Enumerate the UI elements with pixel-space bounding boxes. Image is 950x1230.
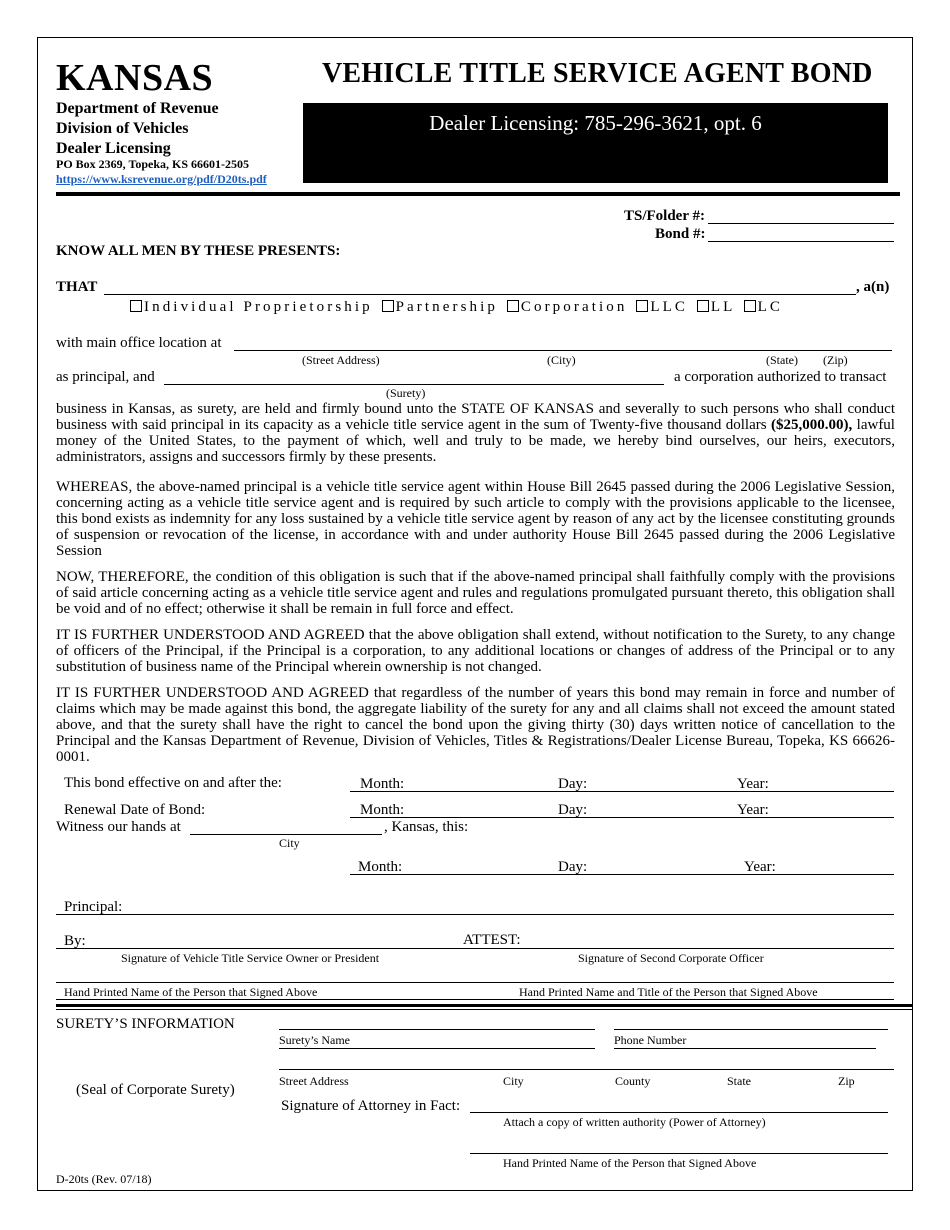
- mailing-address: PO Box 2369, Topeka, KS 66601-2505: [56, 157, 250, 171]
- surety-state-caption: State: [727, 1074, 751, 1088]
- witness-date-field[interactable]: [350, 874, 894, 875]
- witness-day-label: Day:: [558, 859, 588, 875]
- paragraph-now-therefore: NOW, THEREFORE, the condition of this obligation is such that if the above-named principal shall faithfully comply with the provisions of said article concerning acting as a vehicle title service agent and rules and regulations promulgated pursuant thereto, this obligation shall be void and of no effect; otherwise it shall be remain in full force and effect.: [56, 569, 895, 617]
- surety-name-field[interactable]: [164, 384, 664, 385]
- entity-corporation-label: Corporation: [520, 299, 628, 315]
- witness-label: Witness our hands at: [56, 819, 181, 835]
- attach-authority-caption: Attach a copy of written authority (Power of Attorney): [503, 1115, 766, 1129]
- checkbox-individual[interactable]: [130, 300, 142, 312]
- section-rule-thick: [56, 1004, 912, 1007]
- renewal-date-label: Renewal Date of Bond:: [64, 802, 206, 818]
- surety-name-caption: Surety’s Name: [279, 1033, 595, 1049]
- main-office-label: with main office location at: [56, 335, 222, 351]
- by-label: By:: [64, 933, 86, 949]
- renewal-year-label: Year:: [737, 802, 769, 818]
- form-url-link[interactable]: https://www.ksrevenue.org/pdf/D20ts.pdf: [56, 172, 267, 186]
- checkbox-ll[interactable]: [697, 300, 709, 312]
- phone-number-input[interactable]: [614, 1029, 888, 1030]
- surety-address-field[interactable]: [279, 1069, 894, 1070]
- sig-second-caption: Signature of Second Corporate Officer: [578, 951, 764, 965]
- unit-name: Dealer Licensing: [56, 140, 171, 157]
- renewal-month-label: Month:: [360, 802, 405, 818]
- form-title: VEHICLE TITLE SERVICE AGENT BOND: [322, 58, 873, 89]
- witness-month-label: Month:: [358, 859, 403, 875]
- surety-street-caption: Street Address: [279, 1074, 349, 1088]
- effective-year-label: Year:: [737, 776, 769, 792]
- entity-individual-label: Individual Proprietorship: [144, 299, 373, 315]
- effective-date-label: This bond effective on and after the:: [64, 775, 282, 791]
- that-label: THAT: [56, 279, 98, 295]
- folder-number-field[interactable]: [708, 223, 894, 224]
- checkbox-corporation[interactable]: [507, 300, 519, 312]
- bond-number-field[interactable]: [708, 241, 894, 242]
- renewal-day-label: Day:: [558, 802, 588, 818]
- entity-ll-label: LL: [710, 299, 735, 315]
- bond-text-b: lawful money of the United States, to the payment of which, well and truly to be made, we hereby bind ourselves, our heirs, executors, administrators, assigns and successors firmly by these presents.: [56, 417, 895, 465]
- attorney-signature-field[interactable]: [470, 1112, 888, 1113]
- phone-number-caption: Phone Number: [614, 1033, 876, 1049]
- form-id: D-20ts (Rev. 07/18): [56, 1172, 152, 1186]
- entity-llc-label: LLC: [650, 299, 688, 315]
- zip-caption: (Zip): [823, 353, 848, 367]
- entity-partnership-label: Partnership: [395, 299, 499, 315]
- printed-name-title-caption: Hand Printed Name and Title of the Person that Signed Above: [519, 985, 818, 999]
- printed-name-caption: Hand Printed Name of the Person that Signed Above: [64, 985, 318, 999]
- witness-city-caption: City: [279, 836, 300, 850]
- section-rule-thin: [56, 1009, 912, 1010]
- surety-heading: SURETY’S INFORMATION: [56, 1016, 235, 1032]
- corp-authorized-label: a corporation authorized to transact: [674, 369, 887, 385]
- paragraph-bond-amount: [56, 401, 895, 465]
- department-name: Department of Revenue: [56, 100, 219, 117]
- effective-month-label: Month:: [360, 776, 405, 792]
- attorney-label: Signature of Attorney in Fact:: [281, 1098, 461, 1114]
- principal-name-field[interactable]: [104, 294, 856, 295]
- principal-label: Principal:: [64, 899, 123, 915]
- witness-city-field[interactable]: [190, 834, 382, 835]
- printed-name-line[interactable]: [56, 982, 894, 983]
- paragraph-further-2: IT IS FURTHER UNDERSTOOD AND AGREED that regardless of the number of years this bond may remain in force and number of claims which may be made against this bond, the aggregate liability of the surety for any and all claims shall not exceed the amount stated above, and that the surety shall have the right to cancel the bond upon the giving thirty (30) days written notice of cancellation to the Principal and the Kansas Department of Revenue, Division of Vehicles, Titles & Registrations/Dealer License Bureau, Topeka, KS 66626-0001.: [56, 685, 895, 765]
- surety-name-input[interactable]: [279, 1029, 595, 1030]
- phone-banner: Dealer Licensing: 785-296-3621, opt. 6: [303, 103, 888, 183]
- surety-city-caption: City: [503, 1074, 524, 1088]
- bond-text-a: business in Kansas, as surety, are held and firmly bound unto the STATE OF KANSAS and severally to such persons who shall conduct business with said principal in its capacity as a vehicle title service agent in the sum of Twenty-five thousand dollars: [56, 401, 895, 433]
- principal-field[interactable]: [56, 914, 894, 915]
- paragraph-whereas: WHEREAS, the above-named principal is a vehicle title service agent within House Bill 2645 passed during the 2006 Legislative Session, concerning acting as a vehicle title service agent and is required by such article to comply with the provisions applicable to the licensee, this bond exists as indemnity for any loss sustained by a vehicle title service agent by reason of any act by the licensee constituting grounds of suspension or revocation of the license, in accordance with and under authority House Bill 2645 passed during the 2006 Legislative Session: [56, 479, 895, 559]
- bond-label: Bond #:: [655, 226, 706, 242]
- division-name: Division of Vehicles: [56, 120, 189, 137]
- entity-lc-label: LC: [757, 299, 784, 315]
- header-rule: [56, 192, 900, 196]
- checkbox-llc[interactable]: [636, 300, 648, 312]
- renewal-date-field[interactable]: [350, 817, 894, 818]
- witness-year-label: Year:: [744, 859, 776, 875]
- checkbox-partnership[interactable]: [382, 300, 394, 312]
- know-all-heading: KNOW ALL MEN BY THESE PRESENTS:: [56, 243, 341, 259]
- paragraph-further-1: IT IS FURTHER UNDERSTOOD AND AGREED that the above obligation shall extend, without notification to the Surety, to any change of officers of the Principal, if the Principal is a corporation, to any additional locations or changes of address of the Principal or to any substitution of business name of the Principal wherein ownership is not changed.: [56, 627, 895, 675]
- effective-day-label: Day:: [558, 776, 588, 792]
- sig-owner-caption: Signature of Vehicle Title Service Owner or President: [121, 951, 380, 965]
- printed-name-underline: [56, 999, 894, 1000]
- kansas-this-label: , Kansas, this:: [384, 819, 469, 835]
- effective-date-field[interactable]: [350, 791, 894, 792]
- main-office-field[interactable]: [234, 350, 892, 351]
- attorney-printed-name-caption: Hand Printed Name of the Person that Signed Above: [503, 1156, 757, 1170]
- surety-seal-label: (Seal of Corporate Surety): [76, 1082, 235, 1098]
- signature-line[interactable]: [56, 948, 894, 949]
- checkbox-lc[interactable]: [744, 300, 756, 312]
- entity-type-options: [128, 299, 783, 316]
- surety-caption: (Surety): [386, 386, 426, 400]
- a-n-label: , a(n): [856, 279, 890, 295]
- state-caption: (State): [766, 353, 798, 367]
- attest-label: ATTEST:: [463, 932, 521, 948]
- as-principal-label: as principal, and: [56, 369, 155, 385]
- surety-zip-caption: Zip: [838, 1074, 855, 1088]
- state-name: KANSAS: [56, 57, 214, 99]
- street-caption: (Street Address): [302, 353, 380, 367]
- attorney-printed-name-field[interactable]: [470, 1153, 888, 1154]
- city-caption: (City): [547, 353, 576, 367]
- surety-county-caption: County: [615, 1074, 651, 1088]
- folder-label: TS/Folder #:: [624, 208, 705, 224]
- bond-amount: ($25,000.00),: [771, 417, 853, 433]
